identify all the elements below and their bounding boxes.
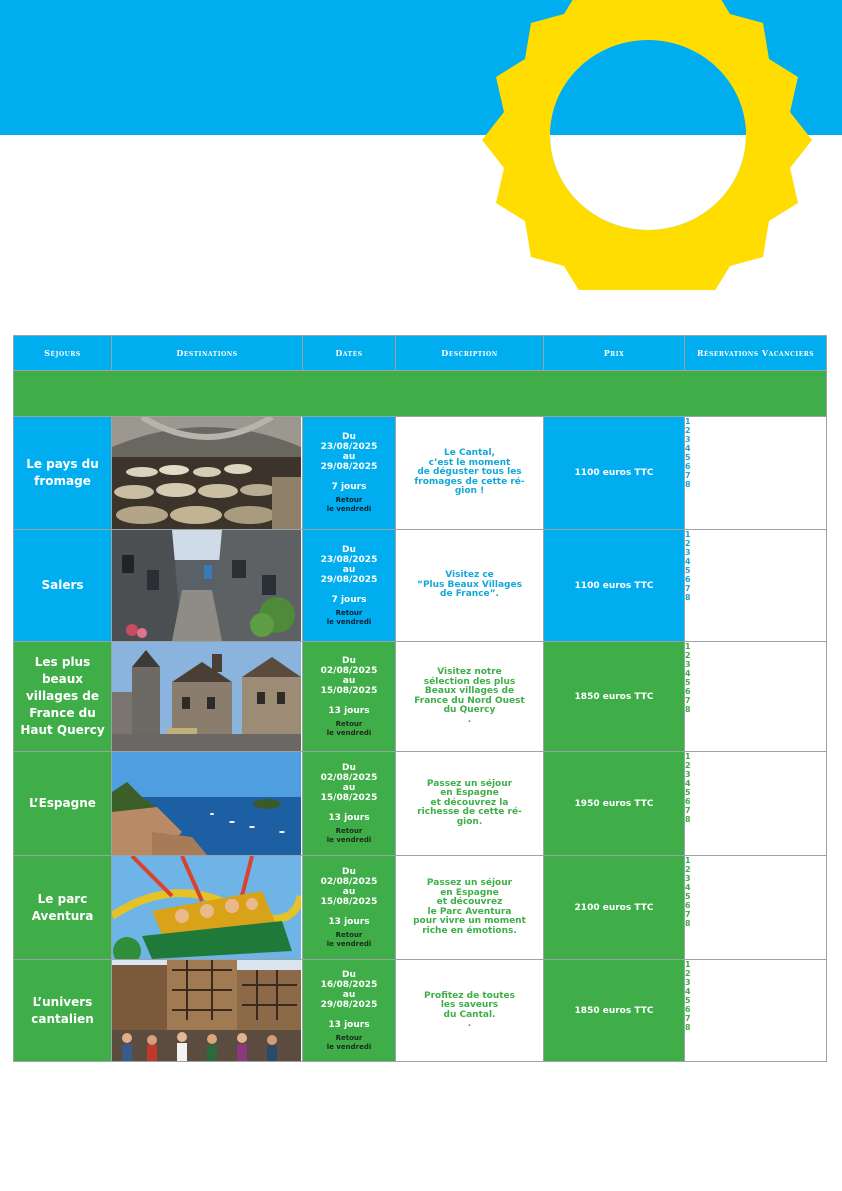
slot[interactable]: 6 bbox=[685, 1005, 691, 1014]
header-row bbox=[14, 336, 827, 371]
header-destinations: Destinations bbox=[112, 336, 303, 371]
retour-day: le vendredi bbox=[326, 835, 372, 844]
slot[interactable]: 1 bbox=[685, 960, 691, 969]
slot[interactable]: 3 bbox=[685, 770, 691, 779]
slot[interactable]: 6 bbox=[685, 797, 691, 806]
table-row bbox=[14, 642, 827, 752]
reservation-slots bbox=[685, 530, 826, 602]
slot[interactable]: 2 bbox=[685, 761, 691, 770]
slot[interactable]: 1 bbox=[685, 642, 691, 651]
dates-cell bbox=[303, 960, 396, 1062]
table-row bbox=[14, 960, 827, 1062]
duration: 7 jours bbox=[331, 482, 367, 492]
slot[interactable]: 1 bbox=[685, 752, 691, 761]
sejour-name: Les plus beaux villages de France du Haut Quercy bbox=[14, 642, 112, 752]
date-au: au bbox=[342, 675, 356, 686]
retour-day: le vendredi bbox=[326, 1042, 372, 1051]
price: 1100 euros TTC bbox=[544, 530, 685, 642]
slot[interactable]: 6 bbox=[685, 462, 691, 471]
duration: 13 jours bbox=[328, 812, 370, 823]
slot[interactable]: 3 bbox=[685, 978, 691, 987]
reservation-slots bbox=[685, 960, 826, 1032]
price: 1950 euros TTC bbox=[544, 752, 685, 856]
header-reservations: Réservations Vacanciers bbox=[685, 336, 827, 371]
sun-icon bbox=[480, 0, 820, 290]
header-sejours: Séjours bbox=[14, 336, 112, 371]
date-du: Du bbox=[342, 969, 356, 980]
date-start: 02/08/2025 bbox=[320, 876, 378, 887]
retour-label: Retour bbox=[335, 496, 363, 504]
duration: 7 jours bbox=[331, 594, 367, 605]
retour-day: le vendredi bbox=[326, 617, 372, 626]
retour-label: Retour bbox=[335, 826, 363, 835]
date-start: 23/08/2025 bbox=[320, 554, 378, 565]
duration: 13 jours bbox=[328, 705, 370, 716]
duration: 13 jours bbox=[328, 916, 370, 927]
reservations-cell[interactable] bbox=[685, 642, 827, 752]
slot[interactable]: 3 bbox=[685, 874, 691, 883]
table-row bbox=[14, 417, 827, 530]
sejour-name: Salers bbox=[14, 530, 112, 642]
price: 1100 euros TTC bbox=[544, 417, 685, 530]
salers-street-photo bbox=[112, 530, 301, 641]
slot[interactable]: 3 bbox=[685, 660, 691, 669]
slot[interactable]: 6 bbox=[685, 901, 691, 910]
date-end: 15/08/2025 bbox=[320, 896, 378, 907]
slot[interactable]: 8 bbox=[685, 705, 691, 714]
slot[interactable]: 7 bbox=[685, 471, 691, 480]
cantal-market-photo bbox=[112, 960, 301, 1061]
slot[interactable]: 2 bbox=[685, 426, 691, 435]
price: 1850 euros TTC bbox=[544, 642, 685, 752]
dates-cell bbox=[303, 752, 396, 856]
date-end: 15/08/2025 bbox=[320, 792, 378, 803]
reservations-cell[interactable] bbox=[685, 752, 827, 856]
sejour-name: Le parc Aventura bbox=[14, 856, 112, 960]
table-row bbox=[14, 856, 827, 960]
dates-cell bbox=[303, 856, 396, 960]
date-au: au bbox=[342, 886, 356, 897]
slot[interactable]: 4 bbox=[685, 883, 691, 892]
table-row bbox=[14, 752, 827, 856]
date-au: au bbox=[342, 782, 356, 793]
slot[interactable]: 5 bbox=[685, 892, 691, 901]
description: Passez un séjour en Espagne et découvrez le Parc Aventura pour vivre un moment riche en émotions. bbox=[396, 856, 544, 960]
header-dates: Dates bbox=[303, 336, 396, 371]
reservations-cell[interactable] bbox=[685, 530, 827, 642]
date-du: Du bbox=[342, 544, 356, 555]
price: 2100 euros TTC bbox=[544, 856, 685, 960]
slot[interactable]: 4 bbox=[685, 444, 691, 453]
reservation-slots bbox=[685, 642, 826, 714]
price: 1850 euros TTC bbox=[544, 960, 685, 1062]
slot[interactable]: 8 bbox=[685, 815, 691, 824]
date-du: Du bbox=[342, 655, 356, 666]
date-au: au bbox=[342, 452, 356, 462]
dates-cell bbox=[303, 417, 396, 530]
retour-day: le vendredi bbox=[326, 505, 372, 513]
date-au: au bbox=[342, 564, 356, 575]
slot[interactable]: 1 bbox=[685, 417, 691, 426]
amusement-ride-photo bbox=[112, 856, 301, 959]
slot[interactable]: 5 bbox=[685, 566, 691, 575]
slot[interactable]: 7 bbox=[685, 806, 691, 815]
duration: 13 jours bbox=[328, 1019, 370, 1030]
date-end: 15/08/2025 bbox=[320, 685, 378, 696]
slot[interactable]: 2 bbox=[685, 651, 691, 660]
slot[interactable]: 6 bbox=[685, 575, 691, 584]
date-end: 29/08/2025 bbox=[320, 999, 378, 1010]
slot[interactable]: 4 bbox=[685, 669, 691, 678]
slot[interactable]: 8 bbox=[685, 919, 691, 928]
spain-coast-photo bbox=[112, 752, 301, 855]
description: Passez un séjour en Espagne et découvrez la richesse de cette ré- gion. bbox=[396, 752, 544, 856]
reservations-cell[interactable] bbox=[685, 960, 827, 1062]
table-row bbox=[14, 530, 827, 642]
slot[interactable]: 3 bbox=[685, 435, 691, 444]
date-du: Du bbox=[342, 432, 356, 442]
retour-label: Retour bbox=[335, 719, 363, 728]
destination-photo bbox=[112, 530, 303, 642]
retour-day: le vendredi bbox=[326, 728, 372, 737]
slot[interactable]: 4 bbox=[685, 987, 691, 996]
date-end: 29/08/2025 bbox=[320, 462, 378, 472]
retour-label: Retour bbox=[335, 930, 363, 939]
retour-day: le vendredi bbox=[326, 939, 372, 948]
slot[interactable]: 2 bbox=[685, 969, 691, 978]
date-start: 02/08/2025 bbox=[320, 665, 378, 676]
destination-photo bbox=[112, 642, 303, 752]
description: Profitez de toutes les saveurs du Cantal. . bbox=[396, 960, 544, 1062]
slot[interactable]: 8 bbox=[685, 593, 691, 602]
date-du: Du bbox=[342, 866, 356, 877]
sejours-table bbox=[13, 335, 827, 1062]
date-du: Du bbox=[342, 762, 356, 773]
reservation-slots bbox=[685, 417, 826, 489]
slot[interactable]: 2 bbox=[685, 865, 691, 874]
slot[interactable]: 5 bbox=[685, 788, 691, 797]
retour-label: Retour bbox=[335, 608, 363, 617]
slot[interactable]: 4 bbox=[685, 779, 691, 788]
description: Le Cantal, c’est le moment de déguster tous les fromages de cette ré- gion ! bbox=[396, 417, 544, 530]
slot[interactable]: 2 bbox=[685, 539, 691, 548]
date-start: 16/08/2025 bbox=[320, 979, 378, 990]
slot[interactable]: 4 bbox=[685, 557, 691, 566]
slot[interactable]: 7 bbox=[685, 1014, 691, 1023]
sejour-name: Le pays du fromage bbox=[14, 417, 112, 530]
dates-cell bbox=[303, 530, 396, 642]
green-band-row bbox=[14, 371, 827, 417]
slot[interactable]: 7 bbox=[685, 696, 691, 705]
description: Visitez ce “Plus Beaux Villages de France”. bbox=[396, 530, 544, 642]
slot[interactable]: 3 bbox=[685, 548, 691, 557]
date-start: 23/08/2025 bbox=[320, 442, 378, 452]
destination-photo bbox=[112, 752, 303, 856]
reservations-cell[interactable] bbox=[685, 417, 827, 530]
slot[interactable]: 8 bbox=[685, 1023, 691, 1032]
date-end: 29/08/2025 bbox=[320, 574, 378, 585]
slot[interactable]: 5 bbox=[685, 996, 691, 1005]
destination-photo bbox=[112, 856, 303, 960]
reservations-cell[interactable] bbox=[685, 856, 827, 960]
header-description: Description bbox=[396, 336, 544, 371]
slot[interactable]: 7 bbox=[685, 584, 691, 593]
date-au: au bbox=[342, 989, 356, 1000]
sejour-name: L’univers cantalien bbox=[14, 960, 112, 1062]
retour-label: Retour bbox=[335, 1033, 363, 1042]
dates-cell bbox=[303, 642, 396, 752]
reservation-slots bbox=[685, 752, 826, 824]
destination-photo bbox=[112, 960, 303, 1062]
description: Visitez notre sélection des plus Beaux villages de France du Nord Ouest du Quercy . bbox=[396, 642, 544, 752]
slot[interactable]: 7 bbox=[685, 910, 691, 919]
header-prix: Prix bbox=[544, 336, 685, 371]
slot[interactable]: 5 bbox=[685, 453, 691, 462]
destination-photo bbox=[112, 417, 303, 530]
reservation-slots bbox=[685, 856, 826, 928]
sejour-name: L’Espagne bbox=[14, 752, 112, 856]
slot[interactable]: 8 bbox=[685, 480, 691, 489]
quercy-village-photo bbox=[112, 642, 301, 751]
slot[interactable]: 1 bbox=[685, 530, 691, 539]
slot[interactable]: 6 bbox=[685, 687, 691, 696]
slot[interactable]: 5 bbox=[685, 678, 691, 687]
cheese-cellar-photo bbox=[112, 417, 301, 529]
date-start: 02/08/2025 bbox=[320, 772, 378, 783]
slot[interactable]: 1 bbox=[685, 856, 691, 865]
